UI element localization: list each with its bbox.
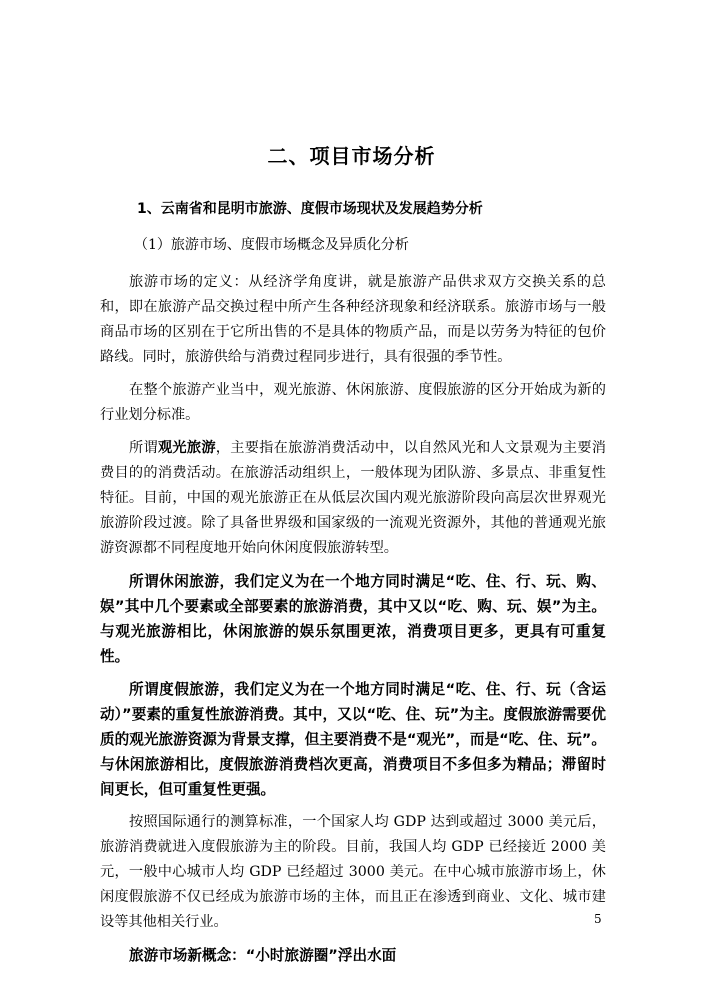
sightseeing-term: 观光旅游: [157, 440, 216, 456]
section-heading: 1、云南省和昆明市旅游、度假市场现状及发展趋势分析: [137, 201, 483, 217]
paragraph-new-concept: 旅游市场新概念：“小时旅游圈”浮出水面: [129, 947, 397, 964]
body-text: [100, 270, 606, 976]
paragraph-gdp-standard: 按照国际通行的测算标准，一个国家人均 GDP 达到或超过 3000 美元后，旅游消费就进入度假旅游为主的阶段。目前，我国人均 GDP 已经接近 2000 美元，一般中心城市人均 GDP 已经超过 3000 美元。在中心城市旅游市场上，休闲度假旅游不仅已经成为旅游市场的主体，而且正在渗透到商业、文化、城市建设等其他相关行业。: [100, 814, 606, 930]
paragraph-industry-classification: 在整个旅游产业当中，观光旅游、休闲旅游、度假旅游的区分开始成为新的行业划分标准。: [100, 382, 606, 423]
subsection-heading: （1）旅游市场、度假市场概念及异质化分析: [134, 237, 409, 253]
chapter-title: 二、项目市场分析: [267, 144, 436, 168]
paragraph-vacation-tourism: 所谓度假旅游，我们定义为在一个地方同时满足“吃、住、行、玩（含运动）”要素的重复性旅游消费。其中，又以“吃、住、玩”为主。度假旅游需要优质的观光旅游资源为背景支撑，但主要消费不是“观光”，而是“吃、住、玩”。与休闲旅游相比，度假旅游消费档次更高，消费项目不多但多为精品；滞留时间更长，但可重复性更强。: [100, 681, 606, 798]
page-number: 5: [594, 912, 602, 926]
paragraph-sightseeing-tourism: [100, 436, 606, 561]
paragraph-leisure-tourism: 所谓休闲旅游，我们定义为在一个地方同时满足“吃、住、行、玩、购、娱”其中几个要素或全部要素的旅游消费，其中又以“吃、购、玩、娱”为主。与观光旅游相比，休闲旅游的娱乐氛围更浓，消费项目更多，更具有可重复性。: [100, 573, 606, 665]
paragraph-market-definition: 旅游市场的定义：从经济学角度讲，就是旅游产品供求双方交换关系的总和，即在旅游产品交换过程中所产生各种经济现象和经济联系。旅游市场与一般商品市场的区别在于它所出售的不是具体的物质产品，而是以劳务为特征的包价路线。同时，旅游供给与消费过程同步进行，具有很强的季节性。: [100, 274, 606, 365]
sightseeing-body-text: ，主要指在旅游消费活动中，以自然风光和人文景观为主要消费目的的消费活动。在旅游活动组织上，一般体现为团队游、多景点、非重复性特征。目前，中国的观光旅游正在从低层次国内观光旅游阶段向高层次世界观光旅游阶段过渡。除了具备世界级和国家级的一流观光资源外，其他的普通观光旅游资源都不同程度地开始向休闲度假旅游转型。: [100, 440, 606, 556]
sightseeing-lead-text: 所谓: [129, 440, 158, 456]
